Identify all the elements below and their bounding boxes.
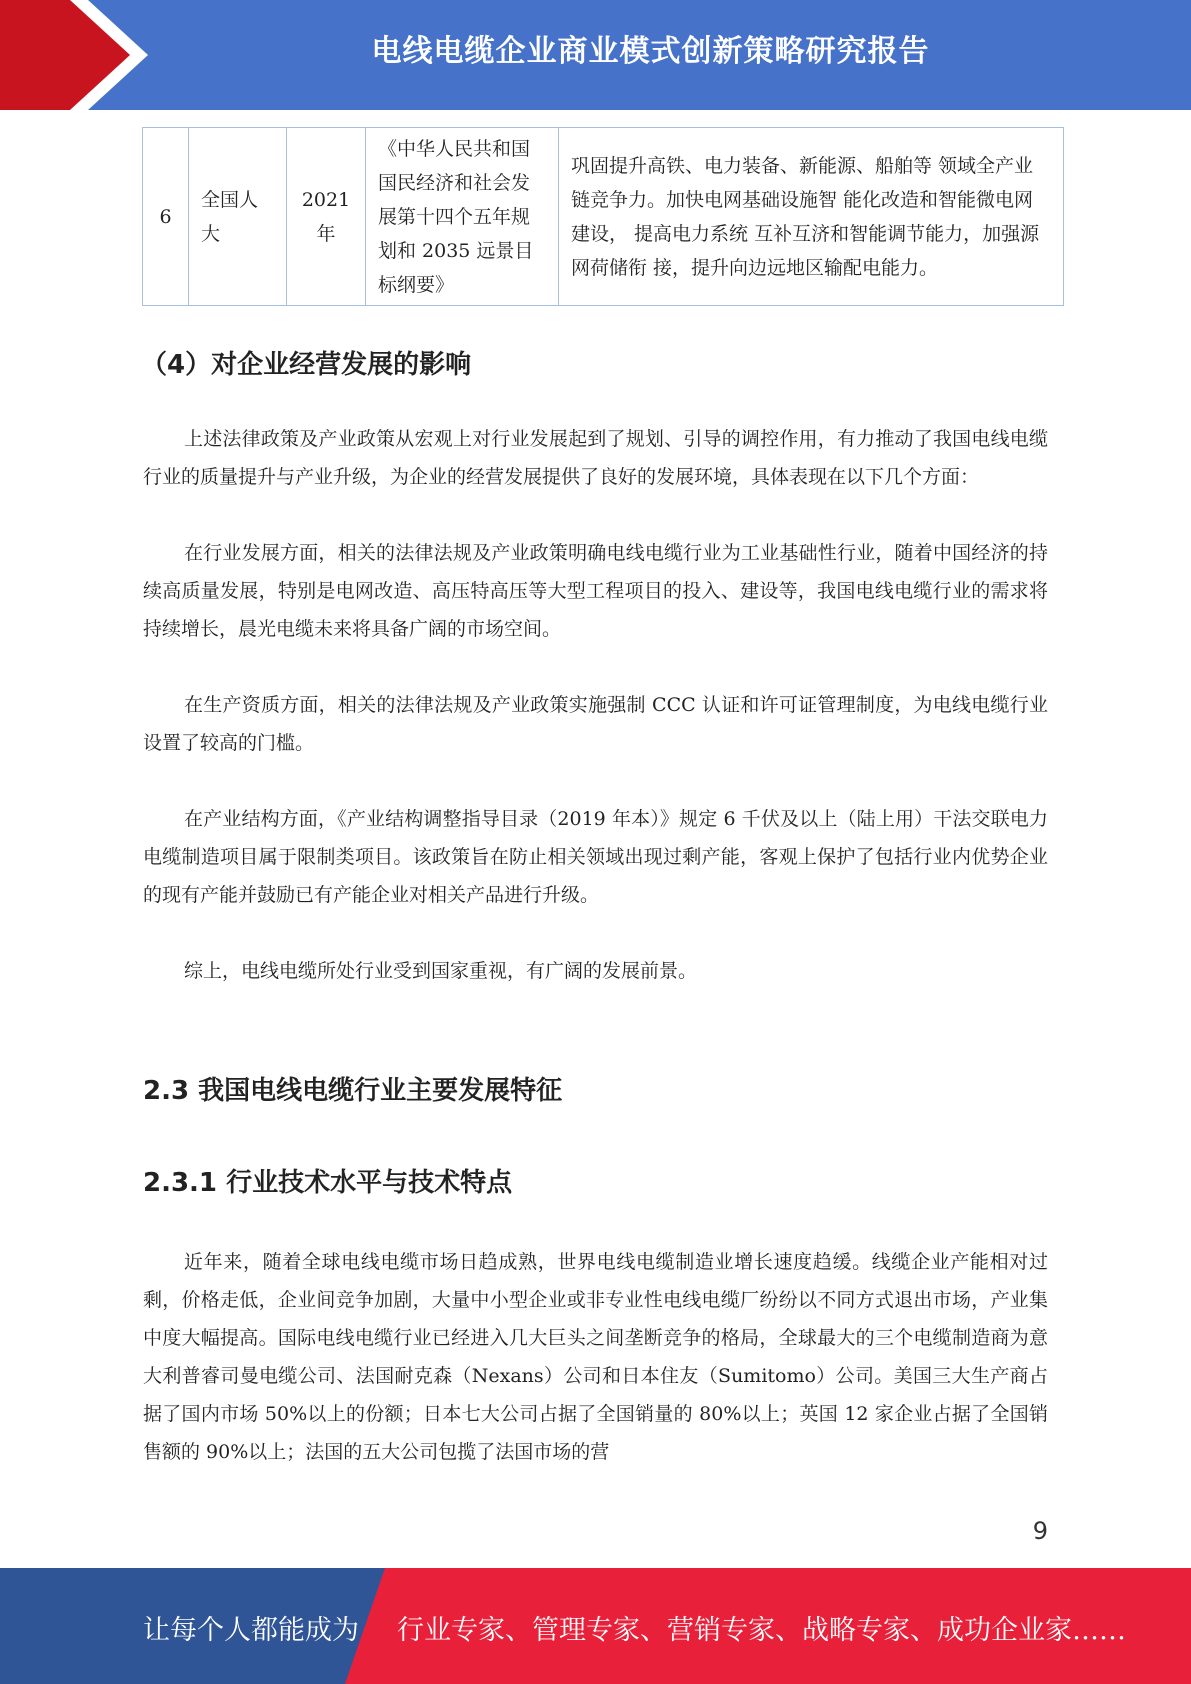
section-heading-2-3: 2.3 我国电线电缆行业主要发展特征 bbox=[143, 1076, 563, 1106]
section-heading-2-3-1: 2.3.1 行业技术水平与技术特点 bbox=[143, 1168, 513, 1198]
page-header bbox=[0, 0, 1191, 110]
report-title: 电线电缆企业商业模式创新策略研究报告 bbox=[371, 34, 930, 69]
paragraph: 在行业发展方面，相关的法律法规及产业政策明确电线电缆行业为工业基础性行业，随着中国经济的持续高质量发展，特别是电网改造、高压特高压等大型工程项目的投入、建设等，我国电线电缆行业的需求将持续增长，晨光电缆未来将具备广阔的市场空间。 bbox=[143, 542, 1048, 640]
page-number: 9 bbox=[1032, 1517, 1048, 1545]
paragraph: 综上，电线电缆所处行业受到国家重视，有广阔的发展前景。 bbox=[184, 960, 698, 982]
footer-slogan-right: 行业专家、管理专家、营销专家、战略专家、成功企业家…… bbox=[397, 1615, 1126, 1646]
main-content bbox=[143, 330, 1048, 1471]
policy-table bbox=[142, 127, 1064, 306]
chevron-logo-icon bbox=[0, 0, 160, 110]
paragraph: 在产业结构方面，《产业结构调整指导目录（2019 年本）》规定 6 千伏及以上（陆上用）干法交联电力电缆制造项目属于限制类项目。该政策旨在防止相关领域出现过剩产能，客观上保护了包括行业内优势企业的现有产能并鼓励已有产能企业对相关产品进行升级。 bbox=[143, 808, 1048, 906]
paragraph: 上述法律政策及产业政策从宏观上对行业发展起到了规划、引导的调控作用，有力推动了我国电线电缆行业的质量提升与产业升级，为企业的经营发展提供了良好的发展环境，具体表现在以下几个方面： bbox=[143, 428, 1048, 488]
page-footer bbox=[0, 1568, 1191, 1684]
table-cell-document: 《中华人民共和国国民经济和社会发展第十四个五年规划和 2035 远景目标纲要》 bbox=[366, 128, 559, 306]
section-heading-impact: （4）对企业经营发展的影响 bbox=[141, 350, 472, 380]
table-row bbox=[143, 128, 1064, 306]
table-cell-year: 2021 年 bbox=[287, 128, 366, 306]
paragraph: 近年来，随着全球电线电缆市场日趋成熟，世界电线电缆制造业增长速度趋缓。线缆企业产能相对过剩，价格走低，企业间竞争加剧，大量中小型企业或非专业性电线电缆厂纷纷以不同方式退出市场，产业集中度大幅提高。国际电线电缆行业已经进入几大巨头之间垄断竞争的格局，全球最大的三个电缆制造商为意大利普睿司曼电缆公司、法国耐克森（Nexans）公司和日本住友（Sumitomo）公司。美国三大生产商占据了国内市场 50%以上的份额；日本七大公司占据了全国销量的 80%以上；英国 12 家企业占据了全国销售额的 90%以上；法国的五大公司包揽了法国市场的营 bbox=[143, 1251, 1048, 1463]
paragraph: 在生产资质方面，相关的法律法规及产业政策实施强制 CCC 认证和许可证管理制度，为电线电缆行业设置了较高的门槛。 bbox=[143, 694, 1048, 754]
table-cell-content: 巩固提升高铁、电力装备、新能源、船舶等 领域全产业链竞争力。加快电网基础设施智 能化改造和智能微电网建设， 提高电力系统 互补互济和智能调节能力，加强源网荷储衔 接，提升向边远地区输配电能力。 bbox=[559, 128, 1064, 306]
table-cell-issuer: 全国人大 bbox=[189, 128, 287, 306]
table-cell-no: 6 bbox=[143, 128, 189, 306]
footer-slogan-left: 让每个人都能成为 bbox=[143, 1615, 359, 1646]
